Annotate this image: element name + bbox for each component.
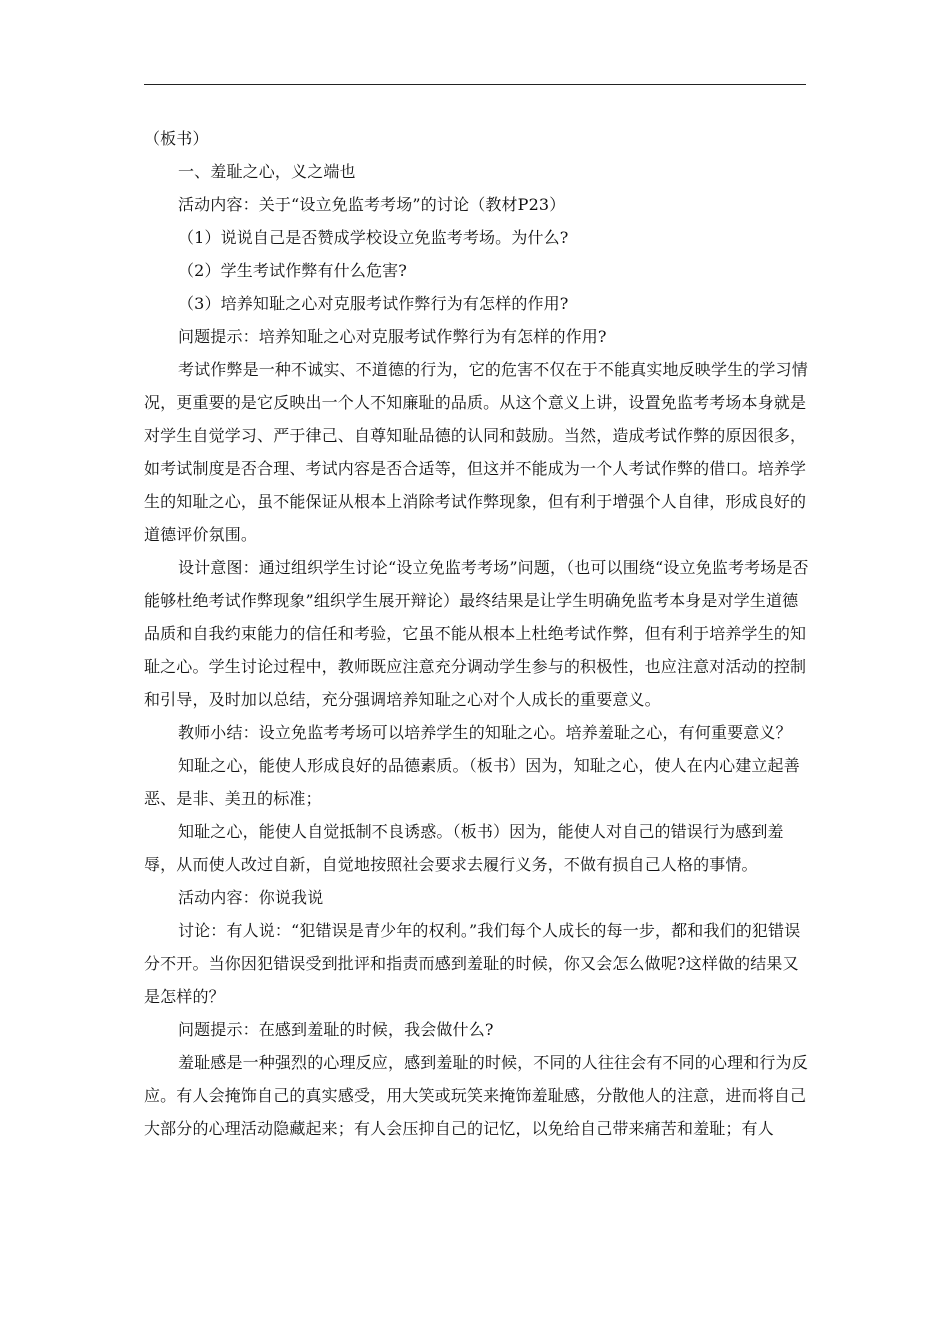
teacher-summary: 教师小结：设立免监考考场可以培养学生的知耻之心。培养羞耻之心，有何重要意义？ xyxy=(178,723,792,742)
document-body xyxy=(144,122,812,1145)
activity-content-2: 活动内容：你说我说 xyxy=(178,888,324,907)
header-rule xyxy=(144,84,806,85)
paragraph-design-intent: 设计意图：通过组织学生讨论“设立免监考考场”问题，（也可以围绕“设立免监考考场是否能够杜绝考试作弊现象”组织学生展开辩论）最终结果是让学生明确免监考本身是对学生道德品质和自我约束能力的信任和考验，它虽不能从根本上杜绝考试作弊，但有利于培养学生的知耻之心。学生讨论过程中，教师既应注意充分调动学生参与的积极性，也应注意对活动的控制和引导，及时加以总结，充分强调培养知耻之心对个人成长的重要意义。 xyxy=(144,558,809,709)
paragraph-exam-cheating: 考试作弊是一种不诚实、不道德的行为，它的危害不仅在于不能真实地反映学生的学习情况，更重要的是它反映出一个人不知廉耻的品质。从这个意义上讲，设置免监考考场本身就是对学生自觉学习、严于律己、自尊知耻品德的认同和鼓励。当然，造成考试作弊的原因很多，如考试制度是否合理、考试内容是否合适等，但这并不能成为一个人考试作弊的借口。培养学生的知耻之心，虽不能保证从根本上消除考试作弊现象，但有利于增强个人自律，形成良好的道德评价氛围。 xyxy=(144,360,808,544)
question-1: （1）说说自己是否赞成学校设立免监考考场。为什么? xyxy=(178,228,569,247)
question-3: （3）培养知耻之心对克服考试作弊行为有怎样的作用? xyxy=(178,294,569,313)
activity-content: 活动内容：关于“设立免监考考场”的讨论（教材P23） xyxy=(178,195,566,214)
paragraph-shame-quality: 知耻之心，能使人形成良好的品德素质。（板书）因为，知耻之心，使人在内心建立起善恶、是非、美丑的标准； xyxy=(144,756,800,808)
question-hint-2: 问题提示：在感到羞耻的时候，我会做什么? xyxy=(178,1020,494,1039)
discussion-paragraph: 讨论：有人说：“犯错误是青少年的权利。”我们每个人成长的每一步，都和我们的犯错误分不开。当你因犯错误受到批评和指责而感到羞耻的时候，你又会怎么做呢?这样做的结果又是怎样的？ xyxy=(144,921,801,1006)
question-2: （2）学生考试作弊有什么危害? xyxy=(178,261,408,280)
section-heading: 一、羞耻之心，义之端也 xyxy=(178,162,356,181)
paragraph-shame-reaction: 羞耻感是一种强烈的心理反应，感到羞耻的时候，不同的人往往会有不同的心理和行为反应。有人会掩饰自己的真实感受，用大笑或玩笑来掩饰羞耻感，分散他人的注意，进而将自己大部分的心理活动隐藏起来；有人会压抑自己的记忆，以免给自己带来痛苦和羞耻；有人 xyxy=(144,1053,808,1138)
paragraph-shame-temptation: 知耻之心，能使人自觉抵制不良诱惑。（板书）因为，能使人对自己的错误行为感到羞辱，从而使人改过自新，自觉地按照社会要求去履行义务，不做有损自己人格的事情。 xyxy=(144,822,784,874)
paragraph-board-note: （板书） xyxy=(144,129,209,148)
question-hint: 问题提示：培养知耻之心对克服考试作弊行为有怎样的作用? xyxy=(178,327,607,346)
